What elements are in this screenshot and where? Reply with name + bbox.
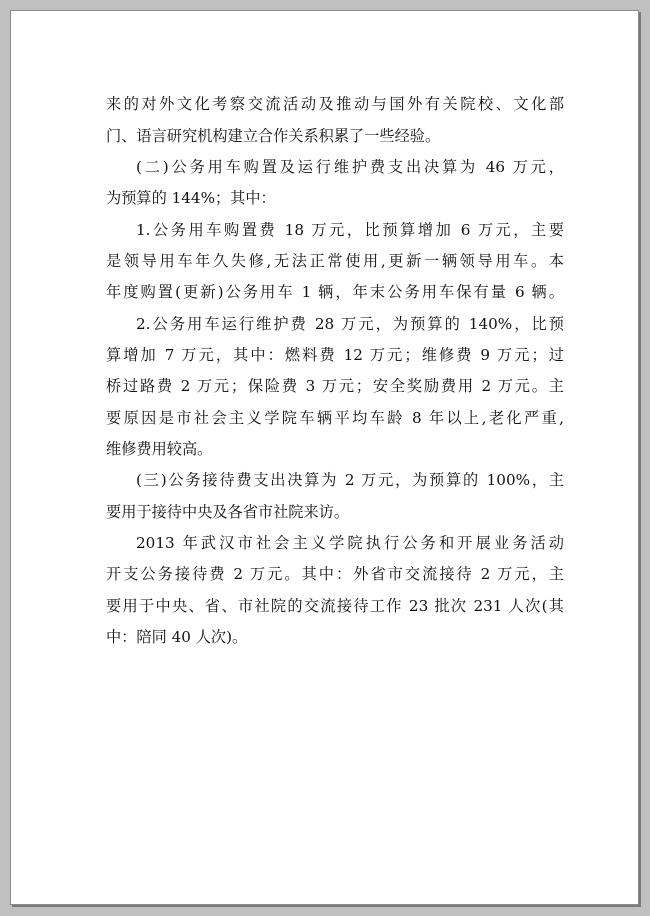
text-line: 中：陪同 40 人次)。	[106, 628, 248, 646]
text-line: 开支公务接待费 2 万元。其中：外省市交流接待 2 万元，主	[106, 565, 564, 583]
text-line: 是领导用车年久失修,无法正常使用,更新一辆领导用车。本	[106, 252, 564, 270]
text-line: 维修费用较高。	[106, 440, 213, 458]
text-line: 要用于中央、省、市社院的交流接待工作 23 批次 231 人次(其	[106, 597, 564, 615]
section-heading-reception: (三)公务接待费支出决算为 2 万元，为预算的 100%，主	[136, 471, 564, 489]
text-line: 2013 年武汉市社会主义学院执行公务和开展业务活动	[136, 534, 564, 552]
text-line: 算增加 7 万元，其中：燃料费 12 万元；维修费 9 万元；过	[106, 346, 564, 364]
text-line: 要原因是市社会主义学院车辆平均车龄 8 年以上,老化严重,	[106, 409, 564, 427]
text-line: 门、语言研究机构建立合作关系积累了一些经验。	[106, 127, 441, 145]
text-line: 来的对外文化考察交流活动及推动与国外有关院校、文化部	[106, 95, 564, 113]
section-heading-vehicles: (二)公务用车购置及运行维护费支出决算为 46 万元，	[136, 158, 564, 176]
text-line: 为预算的 144%；其中：	[106, 189, 276, 207]
text-line: 年度购置(更新)公务用车 1 辆，年末公务用车保有量 6 辆。	[106, 283, 564, 301]
text-line: 要用于接待中央及各省市社院来访。	[106, 503, 349, 521]
text-line: 2.公务用车运行维护费 28 万元，为预算的 140%，比预	[136, 315, 564, 333]
text-line: 桥过路费 2 万元；保险费 3 万元；安全奖励费用 2 万元。主	[106, 377, 564, 395]
document-page	[10, 10, 639, 905]
text-line: 1.公务用车购置费 18 万元，比预算增加 6 万元，主要	[136, 221, 564, 239]
